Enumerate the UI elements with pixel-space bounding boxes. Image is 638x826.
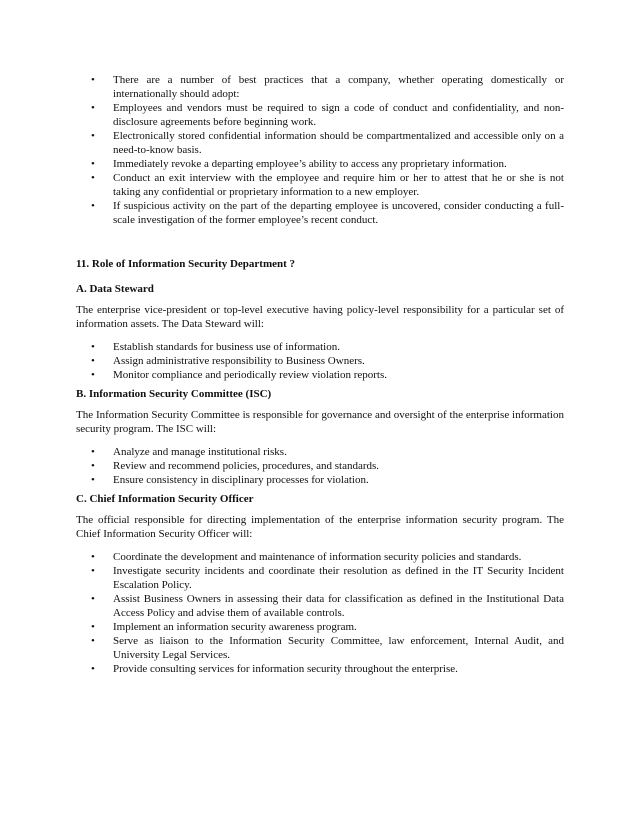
list-item: • Ensure consistency in disciplinary processes for violation. bbox=[76, 473, 564, 487]
isc-paragraph: The Information Security Committee is responsible for governance and oversight of the enterprise information security program. The ISC will: bbox=[76, 409, 564, 435]
list-item: • Assist Business Owners in assessing their data for classification as defined in the Institutional Data Access Policy and advise them of available controls. bbox=[76, 592, 564, 620]
list-item: • Serve as liaison to the Information Security Committee, law enforcement, Internal Audit, and University Legal Services. bbox=[76, 634, 564, 662]
list-item: • Establish standards for business use of information. bbox=[76, 340, 564, 354]
best-practices-list-container bbox=[76, 73, 564, 227]
isc-list bbox=[76, 445, 564, 487]
ciso-paragraph: The official responsible for directing implementation of the enterprise information security program. The Chief Information Security Officer will: bbox=[76, 514, 564, 540]
list-item: • Electronically stored confidential information should be compartmentalized and accessible only on a need-to-know basis. bbox=[76, 129, 564, 157]
list-item: • Immediately revoke a departing employee’s ability to access any proprietary information. bbox=[76, 157, 564, 171]
list-item: • Coordinate the development and maintenance of information security policies and standards. bbox=[76, 550, 564, 564]
security-roles-section bbox=[76, 257, 564, 681]
list-item: • Analyze and manage institutional risks. bbox=[76, 445, 564, 459]
data-steward-heading: A. Data Steward bbox=[76, 283, 154, 295]
list-item: • Monitor compliance and periodically review violation reports. bbox=[76, 368, 564, 382]
list-item: • Investigate security incidents and coordinate their resolution as defined in the IT Security Incident Escalation Policy. bbox=[76, 564, 564, 592]
list-item: • If suspicious activity on the part of the departing employee is uncovered, consider conducting a full-scale investigation of the former employee’s recent conduct. bbox=[76, 199, 564, 227]
best-practices-list bbox=[76, 73, 564, 227]
list-item: • Conduct an exit interview with the employee and require him or her to attest that he or she is not taking any confidential or proprietary information to a new employer. bbox=[76, 171, 564, 199]
list-item: • Assign administrative responsibility to Business Owners. bbox=[76, 354, 564, 368]
list-item: • Review and recommend policies, procedures, and standards. bbox=[76, 459, 564, 473]
ciso-heading: C. Chief Information Security Officer bbox=[76, 493, 254, 505]
list-item: • Implement an information security awareness program. bbox=[76, 620, 564, 634]
isc-heading: B. Information Security Committee (ISC) bbox=[76, 388, 272, 400]
list-item: • Provide consulting services for information security throughout the enterprise. bbox=[76, 662, 564, 676]
list-item: • There are a number of best practices that a company, whether operating domestically or internationally should adopt: bbox=[76, 73, 564, 101]
section-title: 11. Role of Information Security Department ? bbox=[76, 258, 296, 270]
data-steward-paragraph: The enterprise vice-president or top-level executive having policy-level responsibility for a particular set of information assets. The Data Steward will: bbox=[76, 304, 564, 330]
ciso-list bbox=[76, 550, 564, 676]
data-steward-list bbox=[76, 340, 564, 382]
list-item: • Employees and vendors must be required to sign a code of conduct and confidentiality, and non-disclosure agreements before beginning work. bbox=[76, 101, 564, 129]
